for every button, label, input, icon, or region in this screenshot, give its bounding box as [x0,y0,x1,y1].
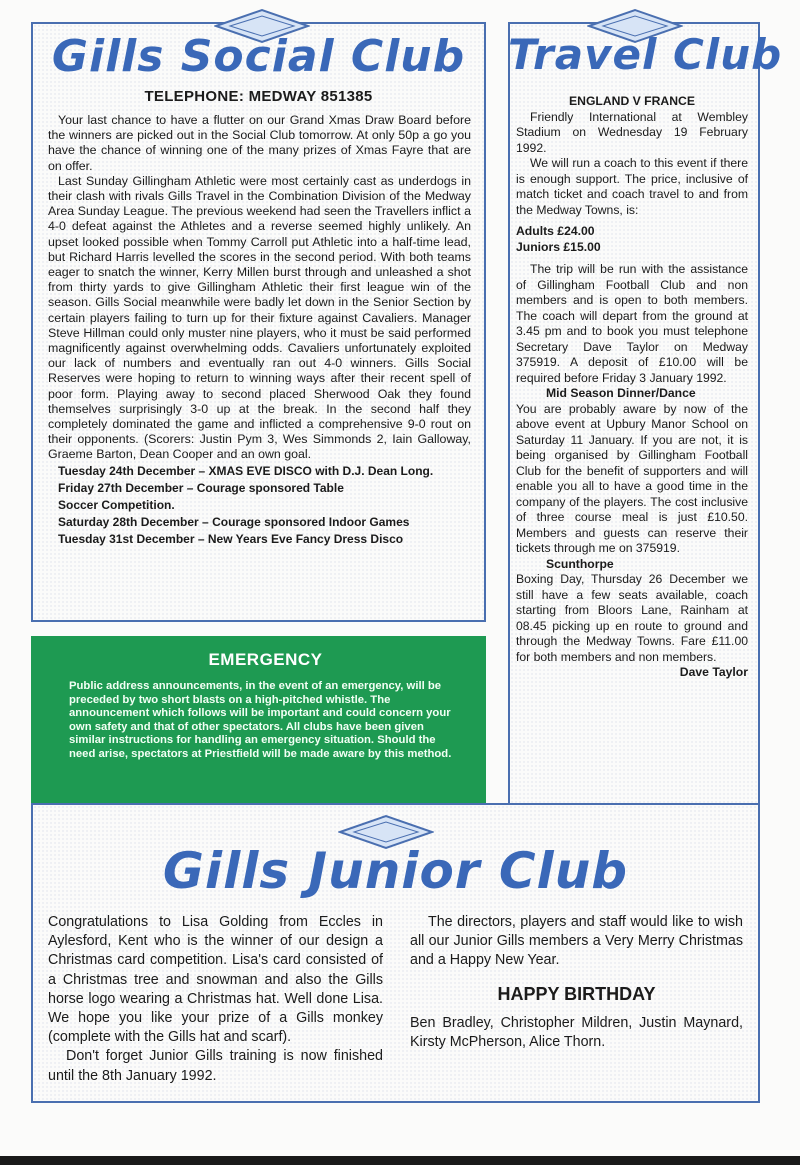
junior-paragraph-2: Don't forget Junior Gills training is now finished until the 8th January 1992. [48,1048,383,1084]
junior-article-right [410,913,743,1052]
event-item: Tuesday 24th December – XMAS EVE DISCO with D.J. Dean Long. [58,463,434,478]
emergency-panel [31,636,486,814]
travel-paragraph-3: The trip will be run with the assistance of Gillingham Football Club and non members and is open to both members. The coach will depart from the ground at 3.45 pm and to book you must telephone Secretary Dave Taylor on Medway 375919. A deposit of £10.00 will be required before Friday 3 January 1992. [516,262,748,385]
emergency-heading: EMERGENCY [208,650,323,669]
dinner-heading: Mid Season Dinner/Dance [546,386,696,400]
social-telephone: TELEPHONE: MEDWAY 851385 [144,88,373,105]
junior-paragraph-1: Congratulations to Lisa Golding from Eccles in Aylesford, Kent who is the winner of our design a Christmas card competition. Lisa's card consisted of a Christmas tree and snowman and also the Gills horse logo wearing a Christmas hat. Well done Lisa. We hope you like your prize of a Gills monkey (complete with the Gills hat and scarf). [48,914,383,1046]
event-item: Friday 27th December – Courage sponsored Table [58,480,344,495]
travel-club-title: Travel Club [508,30,783,79]
travel-heading: ENGLAND V FRANCE [569,94,695,108]
travel-adults-price: Adults £24.00 [516,224,595,238]
event-item: Soccer Competition. [58,497,175,512]
junior-club-title: Gills Junior Club [162,842,629,900]
social-events-list [48,463,471,548]
social-paragraph-1: Your last chance to have a flutter on our Grand Xmas Draw Board before the winners are picked out in the Social Club tomorrow. At only 50p a go you have the chance of winning one of the many prizes of Xmas Fayre that are on offer. [48,113,471,173]
birthday-heading: HAPPY BIRTHDAY [497,983,656,1004]
travel-paragraph-1: Friendly International at Wembley Stadium on Wednesday 19 February 1992. [516,109,748,155]
emergency-text: Public address announcements, in the event of an emergency, will be preceded by two short blasts on a high-pitched whistle. The announcement which follows will be important and could concern your own safety and that of other spectators. All clubs have been given similar instructions for handling an emergency situation. Should the need arise, spectators at Priestfield will be made aware by this method. [69,680,452,760]
event-item: Tuesday 31st December – New Years Eve Fancy Dress Disco [58,531,404,546]
junior-paragraph-3: The directors, players and staff would like to wish all our Junior Gills members a Very Merry Christmas and a Happy New Year. [410,914,743,969]
social-article [48,113,471,548]
dinner-text: You are probably aware by now of the above event at Upbury Manor School on Saturday 11 January. If you are not, it is being organised by Gillingham Football Club for the benefit of supporters and will enable you all to have a good time in the company of the players. The cost inclusive of three course meal is just £10.50. Members and guests can reserve their tickets through me on 375919. [516,401,748,555]
social-club-title: Gills Social Club [51,31,466,82]
scunthorpe-heading: Scunthorpe [546,556,614,571]
social-paragraph-2: Last Sunday Gillingham Athletic were most certainly cast as underdogs in their clash with rivals Gills Travel in the Combination Division of the Medway Area Sunday League. The previous weekend had seen the Travellers inflict a 4-0 defeat against the Athletes and a reverse seemed highly unlikely. An upset looked possible when Tommy Carroll put Athletic into a half-time lead, but Richard Harris levelled the scores in the second period. With both teams eager to snatch the winner, Kerry Millen burst through and unleashed a shot from thirty yards to give Gillingham Athletic their first league win of the season. Gills Social meanwhile were badly let down in the Senior Section by certain players failing to turn up for their fixture against Cavaliers. Manager Steve Hillman could only muster nine players, who it must be said performed magnificently against overwhelming odds. Cavaliers unfortunately exploited our lack of numbers and eventually ran out 4-0 winners. Gills Social Reserves were hoping to return to winning ways after their recent spell of poor form. Playing away to second placed Sherwood Oak they found themselves surprisingly 3-0 up at the break. In the second half they completely dominated the game and inflicted a comprehensive 9-0 rout on their opponents. (Scorers: Justin Pym 3, Wes Simmonds 2, Iain Galloway, Graeme Barton, Dean Cooper and an own goal. [48,173,471,462]
travel-paragraph-2: We will run a coach to this event if there is enough support. The price, inclusive of match ticket and coach travel to and from the Medway Towns, is: [516,156,748,217]
junior-article-left [48,913,383,1086]
travel-juniors-price: Juniors £15.00 [516,239,601,254]
travel-article [516,94,748,681]
travel-signature: Dave Taylor [679,665,748,679]
event-item: Saturday 28th December – Courage sponsored Indoor Games [58,514,410,529]
birthday-names: Ben Bradley, Christopher Mildren, Justin Maynard, Kirsty McPherson, Alice Thorn. [410,1014,743,1051]
page-bottom-edge [0,1156,800,1165]
scunthorpe-text: Boxing Day, Thursday 26 December we still have a few seats available, coach starting from Bloors Lane, Rainham at 08.45 picking up en route to ground and through the Medway Towns. Fare £11.00 for both members and non members. [516,572,748,664]
